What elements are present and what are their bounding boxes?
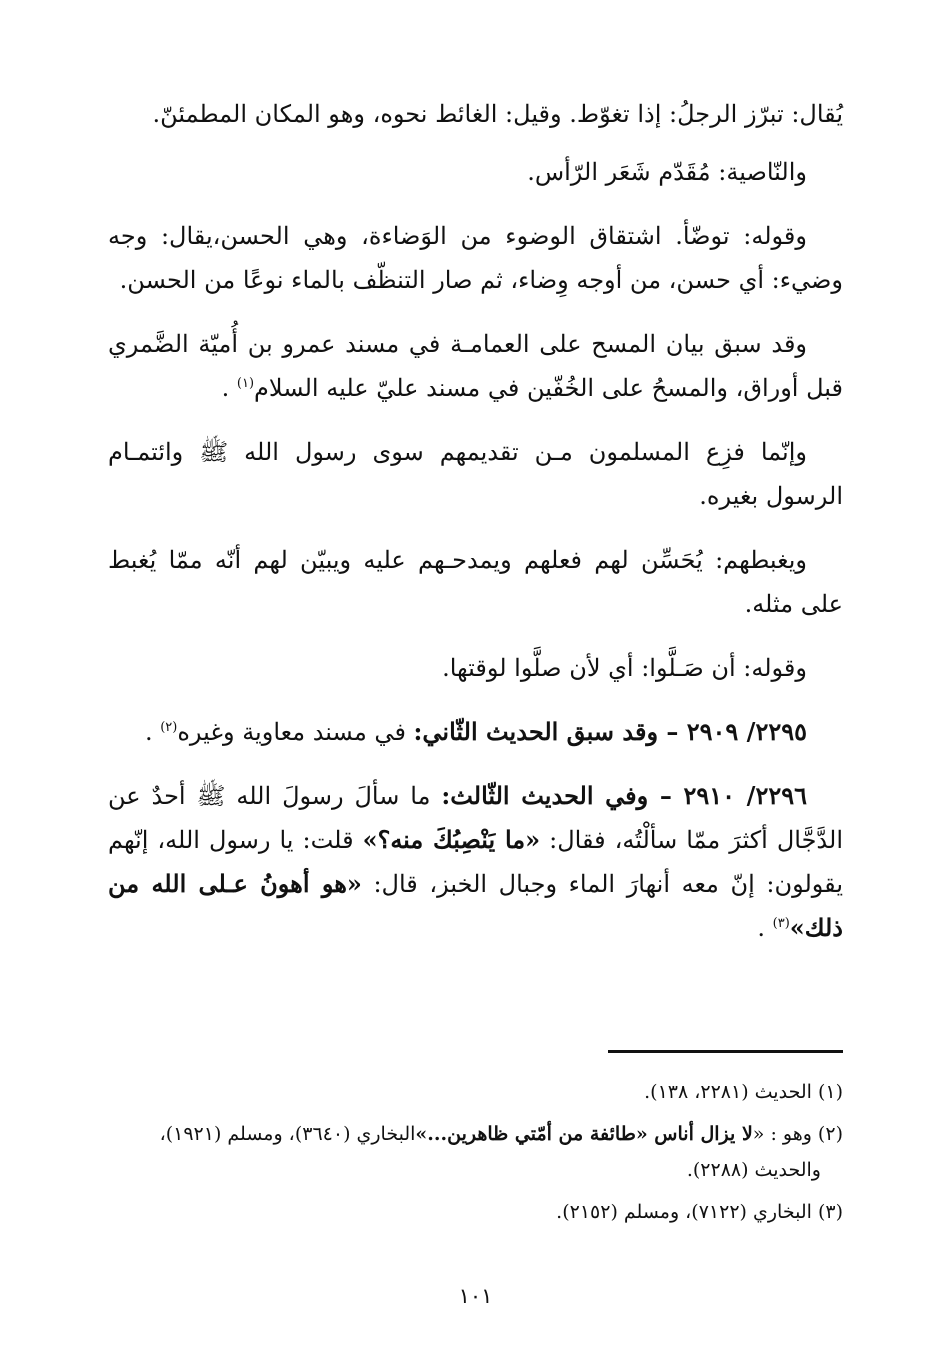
footnotes (108, 1074, 843, 1236)
prophet-quote-1: «ما يَنْصِبُكَ منه؟» (362, 825, 541, 854)
paragraph-nasiya: والنّاصية: مُقَدّم شَعَر الرّأس. (527, 158, 807, 186)
page-number: ١٠١ (458, 1284, 493, 1308)
paragraph-yaghbituhum: ويغبطهم: يُحَسِّن لهم فعلهم ويمدحـهم عليه ويبيّن لهم أنّه ممّا يُغبط على مثله. (108, 546, 843, 618)
paragraph-sallaw: وقوله: أن صَـلَّوا: أي لأن صلَّوا لوقتها. (442, 654, 807, 682)
hadith-number-2295: ٢٢٩٥/ ٢٩٠٩ – وقد سبق الحديث الثّاني: (413, 717, 807, 746)
footnote-separator (608, 1050, 843, 1053)
paragraph-fazia: وإنّما فزِع المسلمون مـن تقديمهم سوى رسول الله ﷺ وائتمـام الرسول بغيره. (108, 438, 843, 510)
footnote-1: (١) الحديث (٢٢٨١، ١٣٨). (644, 1081, 843, 1103)
footnote-ref-2[interactable]: (٢) (160, 720, 178, 735)
hadith-third: ٢٢٩٦/ ٢٩١٠ – وفي الحديث الثّالث: ما سألَ رسولَ الله ﷺ أحدٌ عن الدَّجَّال أكثرَ ممّا سألْتُه، فقال: «ما يَنْصِبُكَ منه؟» قلت: يا رسول الله، إنّهم يقولون: إنّ معه أنهارَ الماء وجبال الخبز، قال: «هو أهونُ عـلى الله من ذلك»$^{(٣)}$ . (108, 781, 843, 942)
footnote-3: (٣) البخاري (٧١٢٢)، ومسلم (٢١٥٢). (556, 1201, 843, 1223)
paragraph-tabarraz: يُقال: تبرّز الرجلُ: إذا تغوّط. وقيل: الغائط نحوه، وهو المكان المطمئنّ. (152, 100, 843, 128)
footnote-ref-1[interactable]: (١) (236, 376, 255, 391)
footnote-ref-3[interactable]: (٣) (772, 916, 790, 931)
prophet-quote-2: «هو أهونُ عـلى الله من ذلك» (108, 869, 843, 942)
paragraph-mash: وقد سبق بيان المسح على العمامـة في مسند عمرو بن أُميّة الضَّمري قبل أوراق، والمسحُ على الخُفّين في مسند عليّ عليه السلام$^{(١)}$ . (108, 330, 843, 402)
footnote-2: (٢) وهو : «لا يزال أناس «طائفة من أمّتي ظاهرين...»البخاري (٣٦٤٠)، ومسلم (١٩٢١)، والحديث (٢٢٨٨). (159, 1123, 843, 1181)
hadith-number-2296: ٢٢٩٦/ ٢٩١٠ – وفي الحديث الثّالث: (441, 781, 807, 810)
hadith-second: ٢٢٩٥/ ٢٩٠٩ – وقد سبق الحديث الثّاني: في مسند معاوية وغيره$^{(٢)}$ . (144, 717, 807, 746)
page-body (108, 92, 843, 1332)
paragraph-wudu: وقوله: توضّأ. اشتقاق الوضوء من الوَضاءة، وهي الحسن،يقال: وجه وضيء: أي حسن، من أوجه وِضاء، ثم صار التنظّف بالماء نوعًا من الحسن. (108, 222, 843, 294)
